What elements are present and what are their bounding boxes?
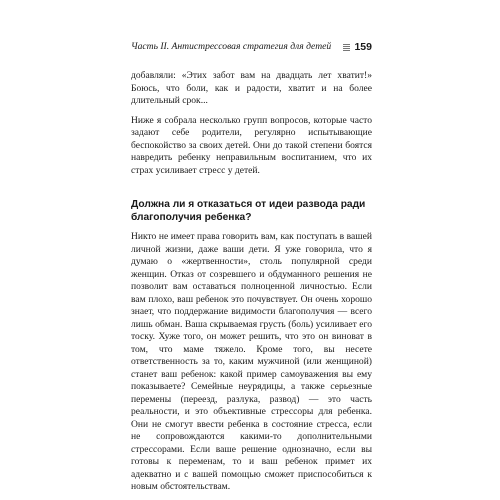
paragraph-intro: Ниже я собрала несколько групп вопросов, которые часто задают себе родители, регулярно испытывающие беспокойство за своих детей. Они до такой степени боятся навредить ребенку неправильным воспитанием, что их страх усиливает стресс у детей. [131, 114, 372, 176]
page-number: 159 [354, 41, 372, 53]
page-marker-icon [343, 44, 350, 51]
section-heading: Должна ли я отказаться от идеи развода ради благополучия ребенка? [131, 199, 366, 223]
page-body [131, 70, 372, 494]
section-paragraph: Никто не имеет права говорить вам, как поступать в вашей личной жизни, даже ваши дети. Я уже говорила, что я думаю о «жертвенности», столь популярной среди женщин. Отказ от созревшего и обдуманного решения не позволит вам оставаться полноценной личностью. Если вам плохо, ваш ребенок это почувствует. Он очень хорошо знает, что поддержание видимости благополучия — всего лишь обман. Ваша скрываемая грусть (боль) усиливает его тоску. Хуже того, он может решить, что это он виноват в том, что маме тяжело. Кроме того, вы несете ответственность за то, каким мужчиной (или женщиной) станет ваш ребенок: какой пример самоуважения вы ему показываете? Семейные неурядицы, а также серьезные перемены (переезд, разлука, развод) — это часть реальности, и это объективные стрессоры для ребенка. Они не смогут ввести ребенка в состояние стресса, если не сопровождаются какими-то дополнительными стрессорами. Если ваше решение однозначно, если вы готовы к переменам, то и ваш ребенок примет их адекватно и с вашей помощью сможет приспособиться к новым обстоятельствам. [131, 231, 372, 492]
running-header [131, 41, 372, 53]
page-number-box [343, 41, 372, 53]
paragraph-continuation: добавляли: «Этих забот вам на двадцать лет хватит!» Боюсь, что боли, как и радости, хватит и на более длительный срок... [131, 70, 372, 106]
chapter-title: Часть II. Антистрессовая стратегия для детей [131, 41, 332, 52]
